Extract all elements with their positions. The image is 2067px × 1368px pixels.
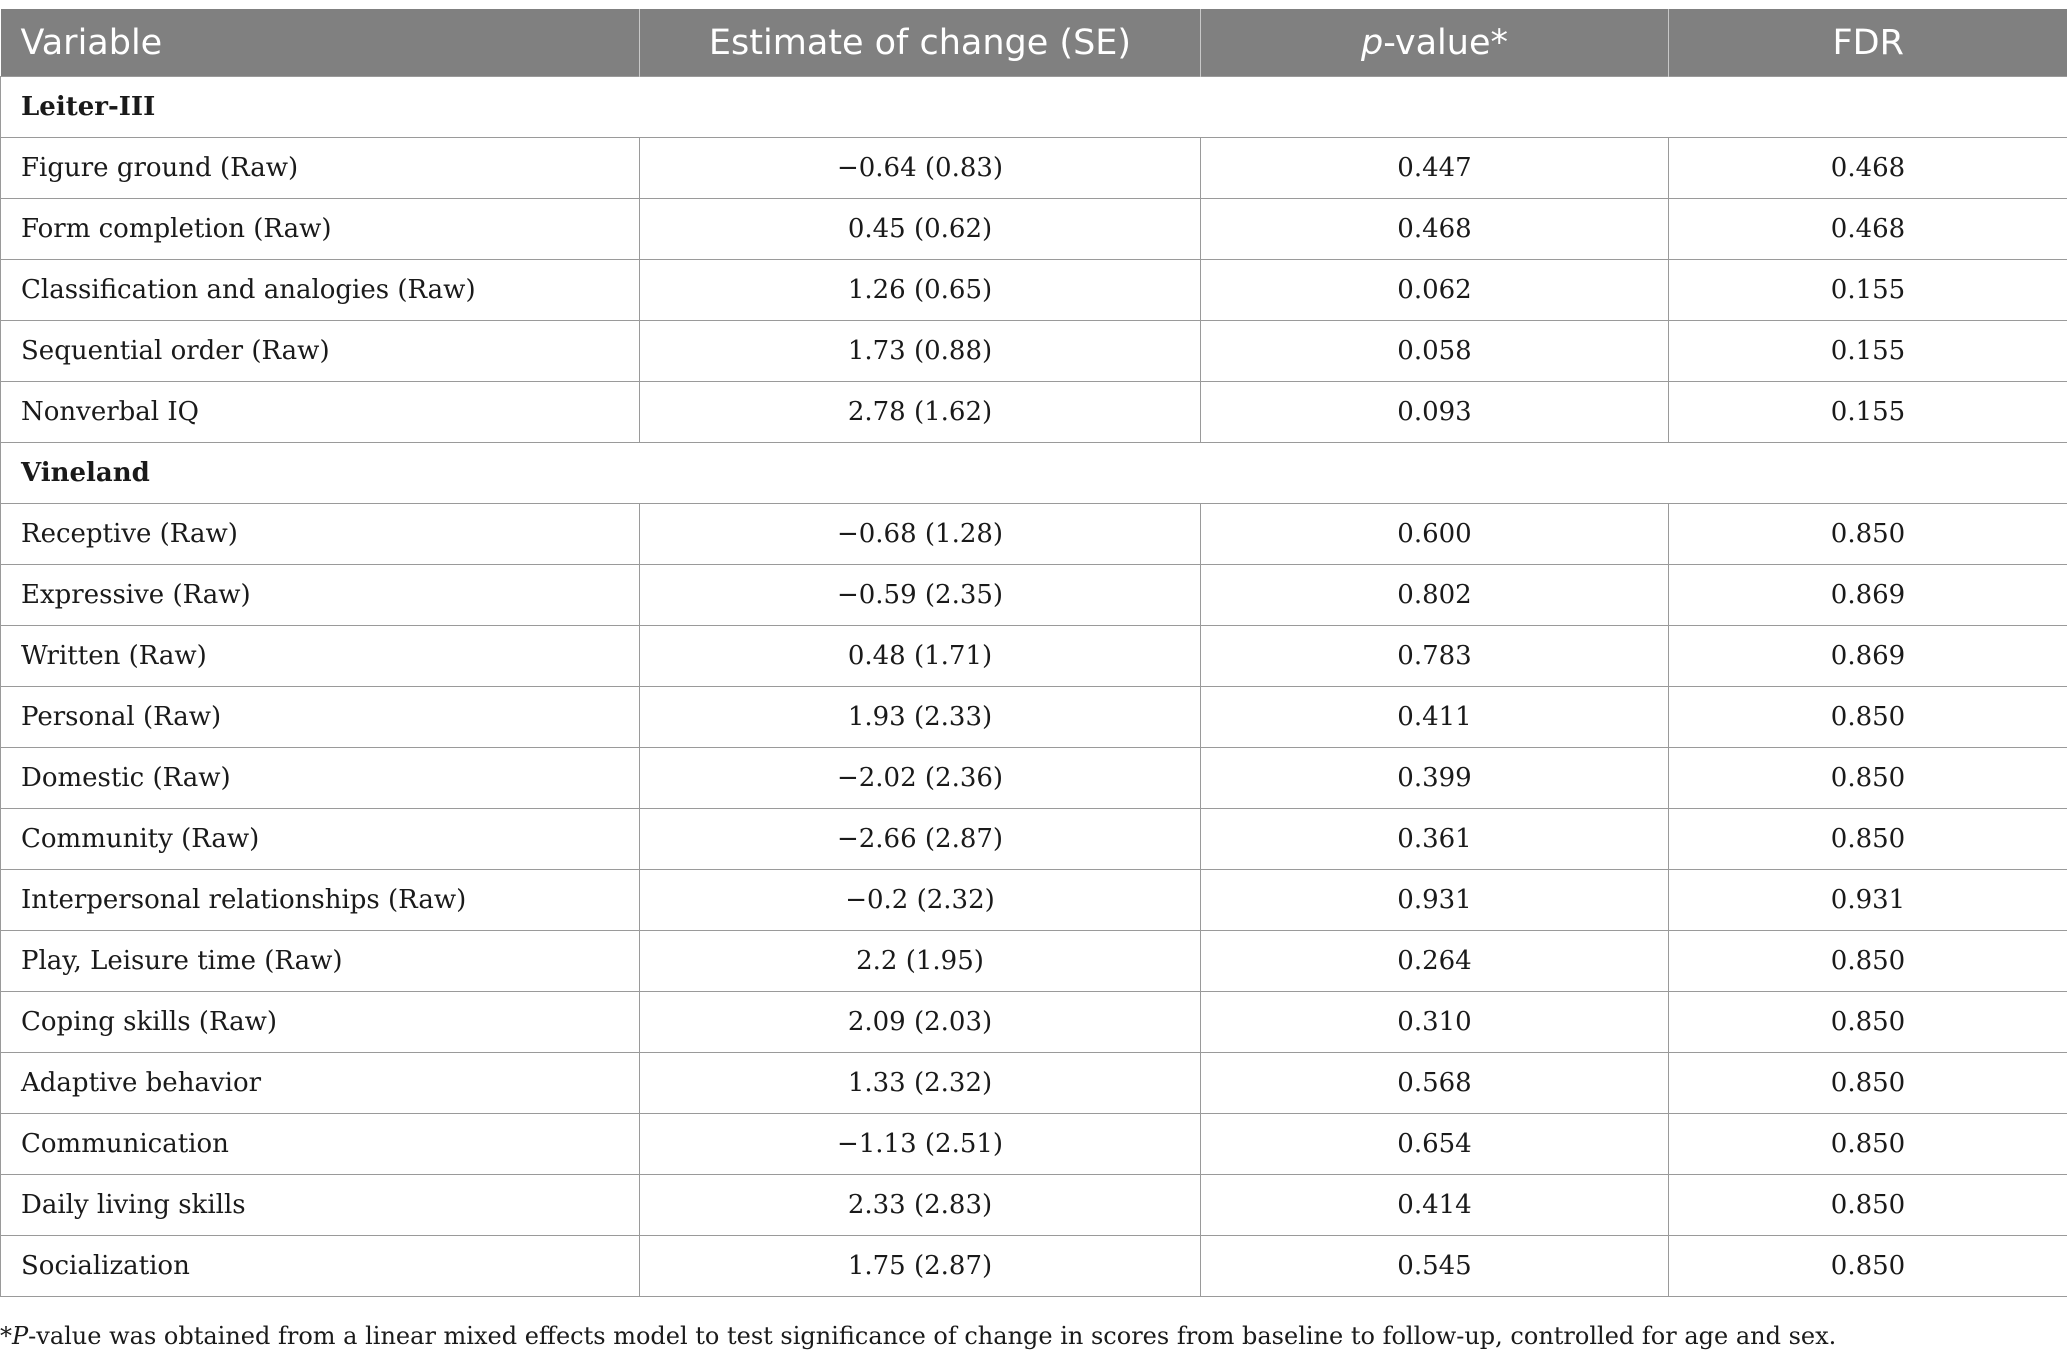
section-row — [1, 443, 2067, 504]
cell-pvalue: 0.468 — [1201, 199, 1669, 260]
section-row — [1, 77, 2067, 138]
cell-fdr: 0.850 — [1669, 504, 2067, 565]
cell-fdr: 0.850 — [1669, 1114, 2067, 1175]
cell-pvalue: 0.931 — [1201, 870, 1669, 931]
table-row — [1, 931, 2067, 992]
cell-fdr: 0.850 — [1669, 1053, 2067, 1114]
cell-variable: Socialization — [1, 1236, 640, 1297]
cell-pvalue: 0.600 — [1201, 504, 1669, 565]
cell-estimate: 1.93 (2.33) — [640, 687, 1201, 748]
table-row — [1, 382, 2067, 443]
cell-variable: Receptive (Raw) — [1, 504, 640, 565]
header-pvalue-rest: -value* — [1383, 22, 1508, 63]
cell-estimate: −0.64 (0.83) — [640, 138, 1201, 199]
cell-variable: Form completion (Raw) — [1, 199, 640, 260]
cell-variable: Figure ground (Raw) — [1, 138, 640, 199]
table-row — [1, 626, 2067, 687]
table-row — [1, 504, 2067, 565]
header-row — [1, 9, 2067, 77]
cell-estimate: 2.09 (2.03) — [640, 992, 1201, 1053]
table-row — [1, 748, 2067, 809]
cell-estimate: 0.45 (0.62) — [640, 199, 1201, 260]
footnote-star: * — [0, 1322, 12, 1350]
cell-fdr: 0.931 — [1669, 870, 2067, 931]
table-row — [1, 687, 2067, 748]
cell-pvalue: 0.093 — [1201, 382, 1669, 443]
results-table — [0, 9, 2067, 1297]
cell-estimate: −2.66 (2.87) — [640, 809, 1201, 870]
cell-estimate: −0.59 (2.35) — [640, 565, 1201, 626]
cell-variable: Community (Raw) — [1, 809, 640, 870]
cell-estimate: 0.48 (1.71) — [640, 626, 1201, 687]
header-pvalue — [1201, 9, 1669, 77]
cell-variable: Interpersonal relationships (Raw) — [1, 870, 640, 931]
cell-estimate: −2.02 (2.36) — [640, 748, 1201, 809]
footnote-p: P — [12, 1322, 29, 1350]
cell-fdr: 0.869 — [1669, 626, 2067, 687]
cell-estimate: −0.68 (1.28) — [640, 504, 1201, 565]
cell-estimate: 1.75 (2.87) — [640, 1236, 1201, 1297]
cell-estimate: 1.73 (0.88) — [640, 321, 1201, 382]
table-row — [1, 565, 2067, 626]
cell-variable: Coping skills (Raw) — [1, 992, 640, 1053]
cell-pvalue: 0.568 — [1201, 1053, 1669, 1114]
cell-fdr: 0.155 — [1669, 382, 2067, 443]
cell-variable: Written (Raw) — [1, 626, 640, 687]
cell-estimate: 2.33 (2.83) — [640, 1175, 1201, 1236]
cell-variable: Communication — [1, 1114, 640, 1175]
cell-variable: Nonverbal IQ — [1, 382, 640, 443]
table-row — [1, 1175, 2067, 1236]
cell-fdr: 0.850 — [1669, 809, 2067, 870]
header-fdr: FDR — [1669, 9, 2067, 77]
cell-estimate: −1.13 (2.51) — [640, 1114, 1201, 1175]
footnote-text: -value was obtained from a linear mixed effects model to test significance of change in scores from baseline to follow-up, controlled for age and sex. — [28, 1322, 1837, 1350]
cell-pvalue: 0.361 — [1201, 809, 1669, 870]
cell-fdr: 0.155 — [1669, 260, 2067, 321]
cell-variable: Classification and analogies (Raw) — [1, 260, 640, 321]
cell-pvalue: 0.264 — [1201, 931, 1669, 992]
cell-fdr: 0.468 — [1669, 138, 2067, 199]
header-estimate: Estimate of change (SE) — [640, 9, 1201, 77]
table-row — [1, 260, 2067, 321]
cell-estimate: −0.2 (2.32) — [640, 870, 1201, 931]
cell-fdr: 0.850 — [1669, 1236, 2067, 1297]
cell-pvalue: 0.545 — [1201, 1236, 1669, 1297]
table-row — [1, 1114, 2067, 1175]
table-row — [1, 870, 2067, 931]
table-row — [1, 1236, 2067, 1297]
table-footnote — [0, 1322, 1836, 1350]
section-title: Vineland — [1, 443, 2067, 504]
cell-pvalue: 0.399 — [1201, 748, 1669, 809]
cell-pvalue: 0.654 — [1201, 1114, 1669, 1175]
cell-pvalue: 0.058 — [1201, 321, 1669, 382]
cell-pvalue: 0.783 — [1201, 626, 1669, 687]
cell-fdr: 0.850 — [1669, 992, 2067, 1053]
cell-pvalue: 0.062 — [1201, 260, 1669, 321]
table-row — [1, 809, 2067, 870]
cell-fdr: 0.468 — [1669, 199, 2067, 260]
cell-pvalue: 0.310 — [1201, 992, 1669, 1053]
cell-fdr: 0.869 — [1669, 565, 2067, 626]
cell-variable: Personal (Raw) — [1, 687, 640, 748]
section-title: Leiter-III — [1, 77, 2067, 138]
table-body — [1, 77, 2067, 1297]
cell-variable: Sequential order (Raw) — [1, 321, 640, 382]
cell-pvalue: 0.414 — [1201, 1175, 1669, 1236]
cell-variable: Daily living skills — [1, 1175, 640, 1236]
table-row — [1, 138, 2067, 199]
results-table-container — [0, 9, 2067, 1297]
cell-variable: Adaptive behavior — [1, 1053, 640, 1114]
table-row — [1, 1053, 2067, 1114]
cell-estimate: 1.33 (2.32) — [640, 1053, 1201, 1114]
cell-variable: Expressive (Raw) — [1, 565, 640, 626]
header-pvalue-p: p — [1360, 22, 1384, 63]
table-row — [1, 321, 2067, 382]
cell-pvalue: 0.411 — [1201, 687, 1669, 748]
cell-fdr: 0.850 — [1669, 687, 2067, 748]
cell-estimate: 2.78 (1.62) — [640, 382, 1201, 443]
cell-fdr: 0.850 — [1669, 1175, 2067, 1236]
table-header — [1, 9, 2067, 77]
cell-variable: Domestic (Raw) — [1, 748, 640, 809]
cell-pvalue: 0.802 — [1201, 565, 1669, 626]
cell-fdr: 0.850 — [1669, 748, 2067, 809]
cell-estimate: 2.2 (1.95) — [640, 931, 1201, 992]
cell-fdr: 0.850 — [1669, 931, 2067, 992]
table-row — [1, 992, 2067, 1053]
cell-estimate: 1.26 (0.65) — [640, 260, 1201, 321]
cell-pvalue: 0.447 — [1201, 138, 1669, 199]
table-row — [1, 199, 2067, 260]
cell-fdr: 0.155 — [1669, 321, 2067, 382]
header-variable: Variable — [1, 9, 640, 77]
cell-variable: Play, Leisure time (Raw) — [1, 931, 640, 992]
